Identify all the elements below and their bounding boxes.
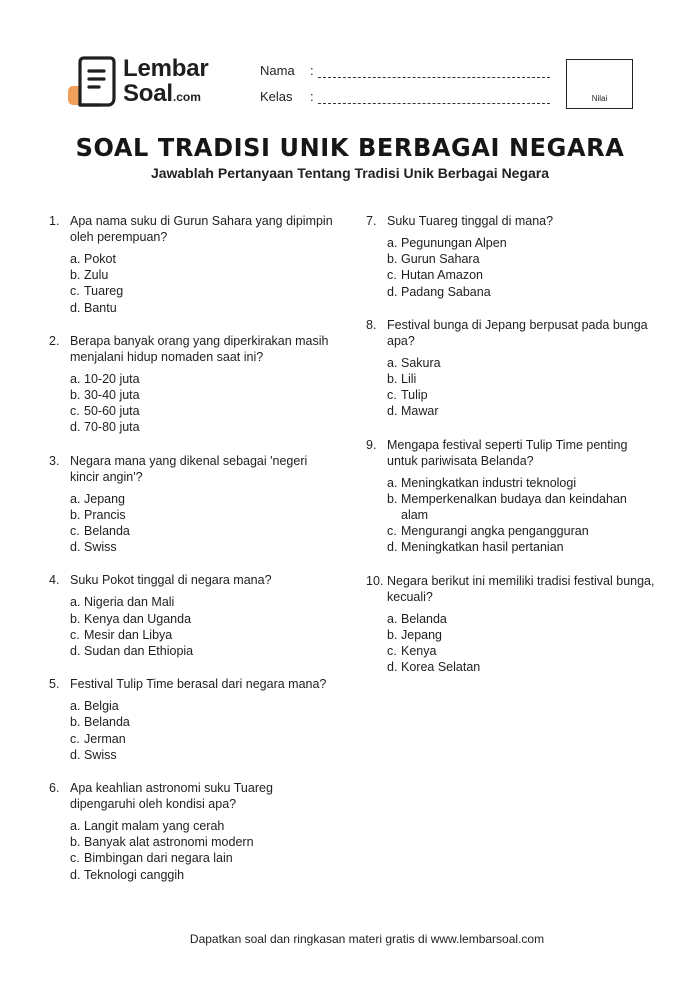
answer-option[interactable] <box>70 507 339 523</box>
option-text: Swiss <box>84 540 117 555</box>
option-letter: d. <box>70 867 81 882</box>
option-text: Meningkatkan hasil pertanian <box>401 540 564 555</box>
answer-option[interactable] <box>70 627 339 643</box>
option-text: Swiss <box>84 747 117 762</box>
answer-option[interactable] <box>70 867 339 883</box>
question-item <box>366 437 656 556</box>
option-letter: b. <box>70 268 81 283</box>
option-text: Gurun Sahara <box>401 252 480 267</box>
option-text: Bantu <box>84 300 117 315</box>
option-letter: b. <box>387 491 398 506</box>
answer-option[interactable] <box>387 235 656 251</box>
option-letter: a. <box>70 371 81 386</box>
option-text: 10-20 juta <box>84 371 140 386</box>
option-text: Banyak alat astronomi modern <box>84 835 254 850</box>
kelas-colon: : <box>310 89 314 104</box>
answer-option[interactable] <box>70 403 339 419</box>
option-letter: a. <box>387 611 398 626</box>
option-letter: c. <box>70 524 80 539</box>
logo-line-2: Soal.com <box>123 80 201 107</box>
question-text: Mengapa festival seperti Tulip Time penting untuk pariwisata Belanda? <box>387 437 628 468</box>
document-logo-icon <box>66 56 120 110</box>
nilai-label: Nilai <box>591 94 608 103</box>
answer-option[interactable] <box>387 539 656 555</box>
answer-option[interactable] <box>70 387 339 403</box>
option-letter: b. <box>70 388 81 403</box>
option-letter: b. <box>70 835 81 850</box>
answer-option[interactable] <box>70 283 339 299</box>
option-letter: c. <box>387 524 397 539</box>
footer-text: Dapatkan soal dan ringkasan materi gratis di www.lembarsoal.com <box>189 932 545 946</box>
answer-option[interactable] <box>70 371 339 387</box>
option-text: Korea Selatan <box>401 660 481 675</box>
questions-column-left <box>49 213 339 900</box>
question-item <box>366 213 656 300</box>
question-text: Festival bunga di Jepang berpusat pada bunga apa? <box>387 317 648 348</box>
question-number: 9. <box>366 437 377 452</box>
option-text: Tulip <box>401 388 428 403</box>
option-text: Belanda <box>84 524 130 539</box>
question-number: 3. <box>49 453 60 468</box>
option-letter: d. <box>70 644 81 659</box>
option-text: Kenya dan Uganda <box>84 611 192 626</box>
question-item <box>49 213 339 316</box>
answer-options <box>387 235 656 300</box>
option-text: Meningkatkan industri teknologi <box>401 475 577 490</box>
answer-options <box>70 818 339 883</box>
page-title: SOAL TRADISI UNIK BERBAGAI NEGARA <box>75 133 625 163</box>
option-text: Jepang <box>401 627 443 642</box>
answer-options <box>70 698 339 763</box>
option-text: Hutan Amazon <box>401 268 483 283</box>
question-number: 7. <box>366 214 377 228</box>
option-letter: a. <box>70 595 81 610</box>
option-letter: c. <box>70 627 80 642</box>
option-letter: a. <box>387 236 398 250</box>
question-number: 6. <box>49 781 60 796</box>
option-text: 30-40 juta <box>84 388 140 403</box>
answer-option[interactable] <box>70 747 339 763</box>
page-subtitle: Jawablah Pertanyaan Tentang Tradisi Unik Berbagai Negara <box>150 165 550 181</box>
option-letter: a. <box>70 699 81 714</box>
option-text: 50-60 juta <box>84 404 140 419</box>
question-item <box>49 453 339 556</box>
option-text: Belanda <box>401 611 447 626</box>
question-number: 1. <box>49 214 60 228</box>
answer-option[interactable] <box>387 371 656 387</box>
answer-option[interactable] <box>387 491 656 523</box>
answer-option[interactable] <box>387 643 656 659</box>
question-item <box>49 333 339 436</box>
option-text: Belanda <box>84 715 130 730</box>
question-text: Festival Tulip Time berasal dari negara mana? <box>70 677 327 692</box>
answer-option[interactable] <box>387 355 656 371</box>
option-letter: d. <box>70 540 81 555</box>
option-letter: d. <box>387 404 398 419</box>
option-text: 70-80 juta <box>84 420 140 435</box>
option-text: Mengurangi angka pengangguran <box>401 524 589 539</box>
option-letter: c. <box>387 388 397 403</box>
option-text: Jerman <box>84 731 126 746</box>
option-text: Bimbingan dari negara lain <box>84 851 233 866</box>
logo-wordmark <box>123 57 209 106</box>
answer-option[interactable] <box>70 731 339 747</box>
option-letter: c. <box>387 268 397 283</box>
option-letter: d. <box>70 747 81 762</box>
answer-option[interactable] <box>70 643 339 659</box>
question-text: Apa keahlian astronomi suku Tuareg dipengaruhi oleh kondisi apa? <box>70 781 273 812</box>
option-letter: a. <box>387 475 398 490</box>
option-text: Prancis <box>84 507 126 522</box>
answer-option[interactable] <box>387 659 656 675</box>
option-letter: b. <box>387 627 398 642</box>
answer-option[interactable] <box>387 627 656 643</box>
nilai-score-box[interactable] <box>566 59 633 109</box>
option-text: Kenya <box>401 644 437 659</box>
footer-note <box>0 932 700 946</box>
nama-colon: : <box>310 63 314 78</box>
option-letter: a. <box>387 355 398 370</box>
kelas-input-line[interactable] <box>318 103 550 104</box>
option-text: Mesir dan Libya <box>84 627 173 642</box>
answer-option[interactable] <box>70 698 339 714</box>
option-text: Tuareg <box>84 284 124 299</box>
answer-option[interactable] <box>387 387 656 403</box>
answer-option[interactable] <box>70 419 339 435</box>
question-item <box>49 780 339 883</box>
option-letter: a. <box>70 252 81 266</box>
answer-options <box>387 355 656 420</box>
option-letter: d. <box>70 300 81 315</box>
question-item <box>366 573 656 676</box>
question-number: 5. <box>49 677 60 692</box>
option-letter: c. <box>70 284 80 299</box>
option-letter: c. <box>70 731 80 746</box>
answer-option[interactable] <box>387 403 656 419</box>
question-text: Negara berikut ini memiliki tradisi festival bunga, kecuali? <box>387 573 655 604</box>
question-number: 4. <box>49 573 60 588</box>
answer-options <box>70 251 339 316</box>
option-text: Padang Sabana <box>401 284 491 299</box>
option-letter: c. <box>70 851 80 866</box>
option-text: Mawar <box>401 404 439 419</box>
question-number: 2. <box>49 333 60 348</box>
question-number: 8. <box>366 317 377 332</box>
answer-option[interactable] <box>70 251 339 267</box>
option-letter: c. <box>70 404 80 419</box>
answer-option[interactable] <box>70 818 339 834</box>
option-letter: b. <box>387 372 398 387</box>
questions-column-right <box>366 213 656 692</box>
answer-options <box>70 594 339 659</box>
answer-options <box>387 611 656 676</box>
option-letter: b. <box>387 252 398 267</box>
answer-options <box>70 371 339 436</box>
option-text: Langit malam yang cerah <box>84 819 225 834</box>
option-letter: d. <box>70 420 81 435</box>
option-text: Pokot <box>84 252 116 266</box>
question-text: Suku Tuareg tinggal di mana? <box>387 214 554 228</box>
logo-line-1: Lembar <box>123 55 209 82</box>
answer-option[interactable] <box>70 850 339 866</box>
option-text: Jepang <box>84 491 126 506</box>
answer-option[interactable] <box>70 267 339 283</box>
option-letter: d. <box>387 540 398 555</box>
question-number: 10. <box>366 573 384 588</box>
question-item <box>49 676 339 763</box>
answer-option[interactable] <box>387 523 656 539</box>
option-letter: b. <box>70 611 81 626</box>
option-text: Nigeria dan Mali <box>84 595 175 610</box>
option-text: Zulu <box>84 268 109 283</box>
question-text: Negara mana yang dikenal sebagai 'negeri kincir angin'? <box>70 453 308 484</box>
answer-option[interactable] <box>70 491 339 507</box>
site-logo <box>66 56 226 112</box>
answer-option[interactable] <box>387 267 656 283</box>
answer-options <box>387 475 656 556</box>
answer-option[interactable] <box>70 300 339 316</box>
answer-option[interactable] <box>70 714 339 730</box>
option-letter: a. <box>70 491 81 506</box>
answer-option[interactable] <box>70 523 339 539</box>
logo-suffix: .com <box>172 90 201 104</box>
answer-option[interactable] <box>70 594 339 610</box>
question-text: Berapa banyak orang yang diperkirakan masih menjalani hidup nomaden saat ini? <box>70 333 329 364</box>
option-text: Sakura <box>401 355 441 370</box>
option-letter: a. <box>70 819 81 834</box>
logo-page-shape <box>80 58 114 105</box>
question-text: Suku Pokot tinggal di negara mana? <box>70 573 272 588</box>
nama-input-line[interactable] <box>318 77 550 78</box>
option-text: Sudan dan Ethiopia <box>84 644 194 659</box>
answer-option[interactable] <box>387 284 656 300</box>
option-text: Memperkenalkan budaya dan keindahan alam <box>401 491 627 523</box>
kelas-label: Kelas <box>260 89 293 104</box>
answer-option[interactable] <box>387 251 656 267</box>
option-text: Lili <box>401 372 417 387</box>
option-text: Teknologi canggih <box>84 867 185 882</box>
question-text: Apa nama suku di Gurun Sahara yang dipimpin oleh perempuan? <box>70 214 333 244</box>
option-text: Belgia <box>84 699 119 714</box>
question-item <box>366 317 656 420</box>
answer-option[interactable] <box>70 834 339 850</box>
answer-option[interactable] <box>387 611 656 627</box>
option-letter: d. <box>387 284 398 299</box>
option-letter: d. <box>387 660 398 675</box>
answer-option[interactable] <box>387 475 656 491</box>
answer-options <box>70 491 339 556</box>
option-letter: b. <box>70 507 81 522</box>
question-item <box>49 572 339 659</box>
answer-option[interactable] <box>70 539 339 555</box>
nama-label: Nama <box>260 63 295 78</box>
answer-option[interactable] <box>70 611 339 627</box>
option-letter: b. <box>70 715 81 730</box>
option-text: Pegunungan Alpen <box>401 236 507 250</box>
option-letter: c. <box>387 644 397 659</box>
